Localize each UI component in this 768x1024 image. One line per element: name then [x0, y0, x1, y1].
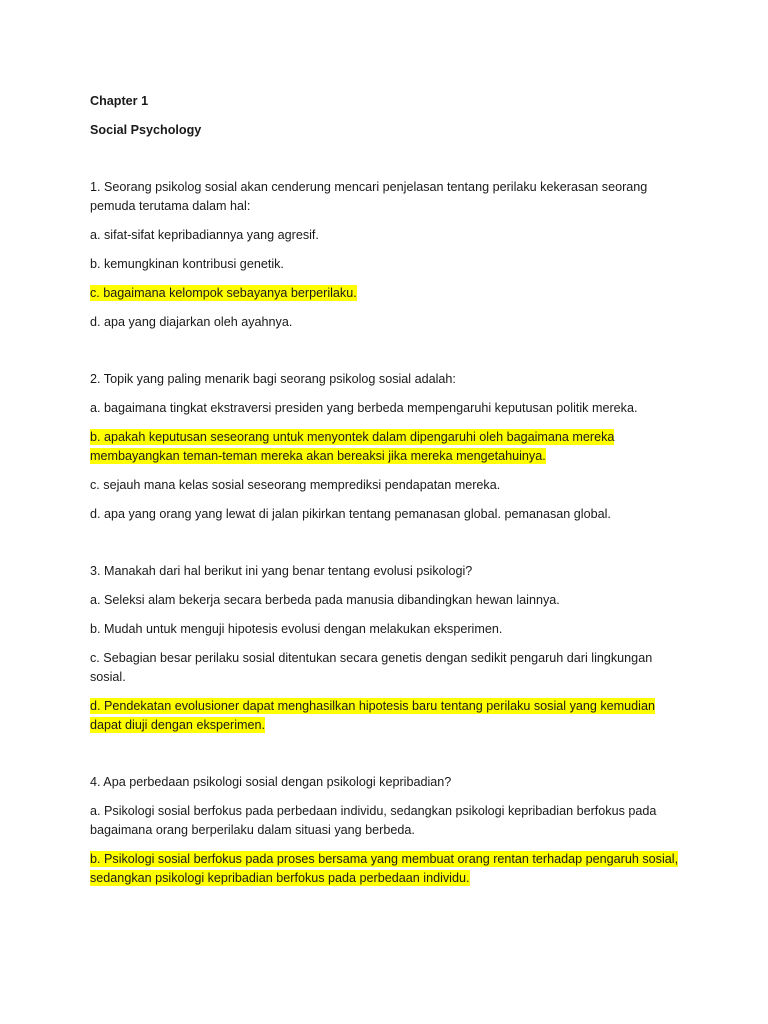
- option-text: d. apa yang diajarkan oleh ayahnya.: [90, 315, 293, 329]
- answer-option-correct: [90, 428, 688, 466]
- option-text: a. sifat-sifat kepribadiannya yang agresif.: [90, 228, 319, 242]
- answer-option: [90, 476, 688, 495]
- answer-option: [90, 255, 688, 274]
- option-text: c. Sebagian besar perilaku sosial ditentukan secara genetis dengan sedikit pengaruh dari lingkungan sosial.: [90, 651, 653, 684]
- option-text: b. Mudah untuk menguji hipotesis evolusi dengan melakukan eksperimen.: [90, 622, 503, 636]
- answer-option-correct: [90, 284, 688, 303]
- option-text: d. apa yang orang yang lewat di jalan pikirkan tentang pemanasan global. pemanasan global.: [90, 507, 611, 521]
- highlighted-answer: d. Pendekatan evolusioner dapat menghasilkan hipotesis baru tentang perilaku sosial yang kemudian dapat diuji dengan eksperimen.: [90, 699, 655, 732]
- option-text: b. kemungkinan kontribusi genetik.: [90, 257, 284, 271]
- question-block-3: [90, 562, 688, 735]
- option-text: a. bagaimana tingkat ekstraversi presiden yang berbeda mempengaruhi keputusan politik mereka.: [90, 401, 638, 415]
- answer-option: [90, 802, 688, 840]
- question-block-4: [90, 773, 688, 888]
- highlighted-answer: b. apakah keputusan seseorang untuk menyontek dalam dipengaruhi oleh bagaimana mereka membayangkan teman-teman mereka akan bereaksi jika mereka mengetahuinya.: [90, 430, 615, 463]
- option-text: a. Psikologi sosial berfokus pada perbedaan individu, sedangkan psikologi kepribadian berfokus pada bagaimana orang berperilaku dalam situasi yang berbeda.: [90, 804, 657, 837]
- question-text: 4. Apa perbedaan psikologi sosial dengan psikologi kepribadian?: [90, 775, 452, 789]
- answer-option: [90, 313, 688, 332]
- question-text: 3. Manakah dari hal berikut ini yang benar tentang evolusi psikologi?: [90, 564, 473, 578]
- question-text: 1. Seorang psikolog sosial akan cenderung mencari penjelasan tentang perilaku kekerasan seorang pemuda terutama dalam hal:: [90, 180, 648, 213]
- answer-option: [90, 226, 688, 245]
- option-text: c. sejauh mana kelas sosial seseorang memprediksi pendapatan mereka.: [90, 478, 501, 492]
- answer-option-correct: [90, 697, 688, 735]
- question-block-2: [90, 370, 688, 524]
- answer-option: [90, 591, 688, 610]
- question-text: 2. Topik yang paling menarik bagi seorang psikolog sosial adalah:: [90, 372, 456, 386]
- answer-option: [90, 505, 688, 524]
- highlighted-answer: c. bagaimana kelompok sebayanya berperilaku.: [90, 286, 357, 300]
- highlighted-answer: b. Psikologi sosial berfokus pada proses bersama yang membuat orang rentan terhadap pengaruh sosial, sedangkan psikologi kepribadian berfokus pada perbedaan individu.: [90, 852, 679, 885]
- question-block-1: [90, 178, 688, 332]
- answer-option: [90, 620, 688, 639]
- option-text: a. Seleksi alam bekerja secara berbeda pada manusia dibandingkan hewan lainnya.: [90, 593, 560, 607]
- subject-title: Social Psychology: [90, 123, 202, 137]
- answer-option-correct: [90, 850, 688, 888]
- chapter-title: Chapter 1: [90, 94, 149, 108]
- answer-option: [90, 399, 688, 418]
- answer-option: [90, 649, 688, 687]
